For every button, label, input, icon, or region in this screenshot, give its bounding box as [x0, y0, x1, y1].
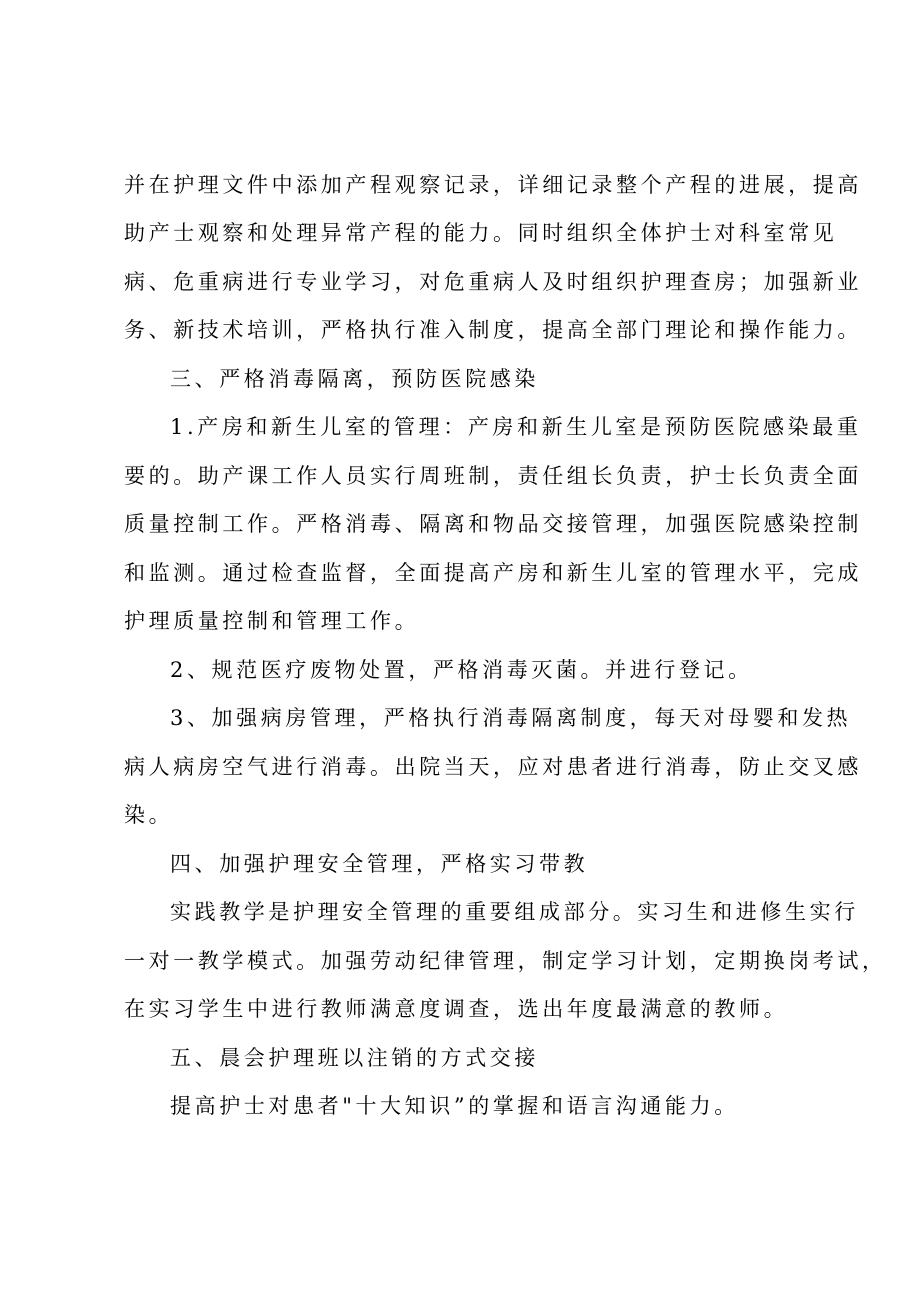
paragraph-line: 务、新技术培训，严格执行准入制度，提高全部门理论和操作能力。	[124, 318, 862, 342]
paragraph-line: 实践教学是护理安全管理的重要组成部分。实习生和进修生实行	[170, 900, 859, 924]
paragraph-line: 一对一教学模式。加强劳动纪律管理，制定学习计划，定期换岗考试，	[124, 949, 887, 973]
section-heading: 五、晨会护理班以注销的方式交接	[170, 1046, 539, 1070]
paragraph-line: 1.产房和新生儿室的管理：产房和新生儿室是预防医院感染最重	[170, 415, 862, 439]
paragraph-line: 提高护士对患者"十大知识”的掌握和语言沟通能力。	[170, 1094, 739, 1118]
paragraph-line: 病、危重病进行专业学习，对危重病人及时组织护理查房；加强新业	[124, 270, 862, 294]
paragraph-line: 护理质量控制和管理工作。	[124, 609, 420, 633]
paragraph-line: 在实习学生中进行教师满意度调查，选出年度最满意的教师。	[124, 997, 789, 1021]
paragraph-line: 要的。助产课工作人员实行周班制，责任组长负责，护士长负责全面	[124, 464, 862, 488]
section-heading: 三、严格消毒隔离，预防医院感染	[170, 367, 539, 391]
paragraph-line: 2、规范医疗废物处置，严格消毒灭菌。并进行登记。	[170, 658, 753, 682]
section-heading: 四、加强护理安全管理，严格实习带教	[170, 852, 589, 876]
paragraph-line: 3、加强病房管理，严格执行消毒隔离制度，每天对母婴和发热	[170, 706, 852, 730]
paragraph-line: 病人病房空气进行消毒。出院当天，应对患者进行消毒，防止交叉感	[124, 755, 862, 779]
paragraph-line: 并在护理文件中添加产程观察记录，详细记录整个产程的进展，提高	[124, 173, 862, 197]
paragraph-line: 质量控制工作。严格消毒、隔离和物品交接管理，加强医院感染控制	[124, 512, 862, 536]
paragraph-line: 助产士观察和处理异常产程的能力。同时组织全体护士对科室常见	[124, 221, 838, 245]
paragraph-line: 染。	[124, 803, 174, 827]
paragraph-line: 和监测。通过检查监督，全面提高产房和新生儿室的管理水平，完成	[124, 561, 862, 585]
